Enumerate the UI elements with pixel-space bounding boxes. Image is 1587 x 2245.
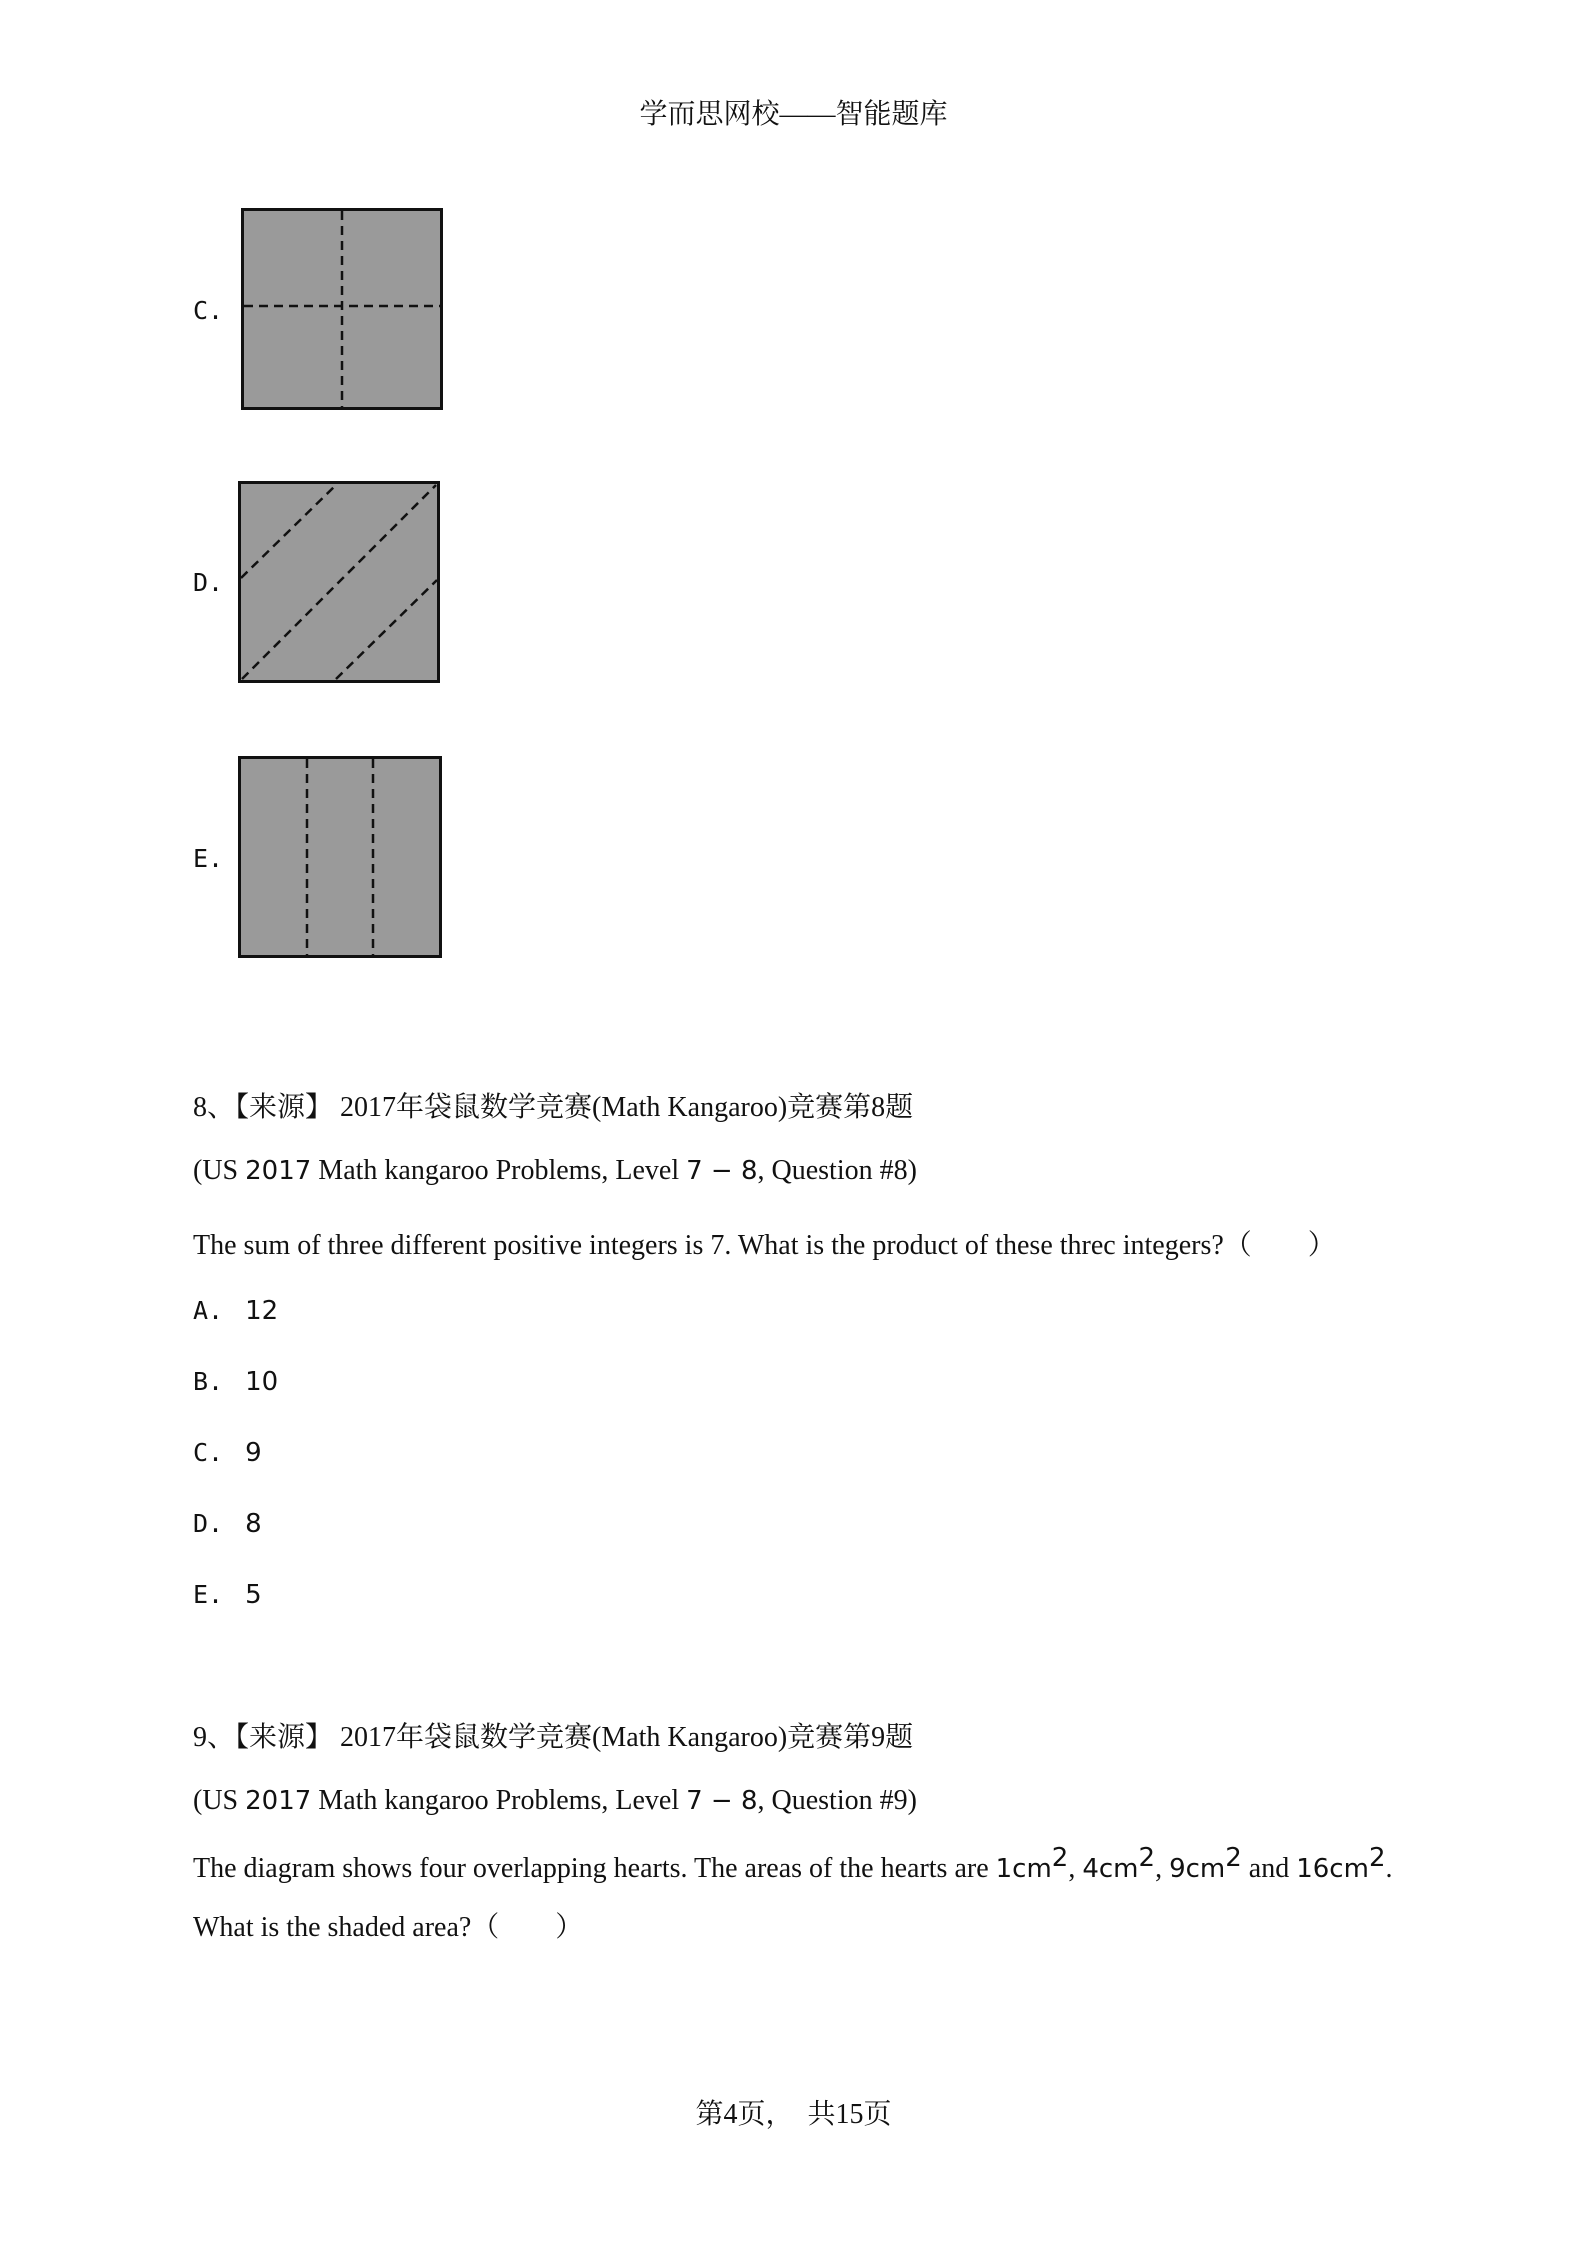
square-diagonal-fold-diagram [238,481,440,683]
q9-reference: (US 2017 Math kangaroo Problems, Level 7 − 8, Question #9) [193,1785,917,1816]
q8-option-a: A. 12 [193,1296,279,1326]
q8-option-b: B. 10 [193,1367,279,1397]
q8-title: 8、【来源】 2017年袋鼠数学竞赛(Math Kangaroo)竞赛第8题 [193,1092,914,1123]
option-d-figure [238,481,440,683]
page-footer: 第4页， 共15页 [695,2099,892,2130]
page-header: 学而思网校——智能题库 [639,99,948,130]
option-e-figure [238,756,442,958]
square-vertical-fold-diagram [238,756,442,958]
q8-option-e: E. 5 [193,1580,262,1610]
option-c-label: C. [193,296,224,325]
q9-question-text: The diagram shows four overlapping hearts. The areas of the hearts are $1cm^2$, $4cm^2$, $9cm^2$ and $16cm^2$. [193,1843,1393,1884]
option-c-figure [241,208,443,410]
q8-option-d: D. 8 [193,1509,262,1539]
option-d-label: D. [193,568,224,597]
option-e-label: E. [193,844,224,873]
square-cross-fold-diagram [241,208,443,410]
q9-title: 9、【来源】 2017年袋鼠数学竞赛(Math Kangaroo)竞赛第9题 [193,1722,914,1753]
q8-question-text: The sum of three different positive integers is 7. What is the product of these threc integers?（ ） [193,1230,1336,1261]
q8-option-c: C. 9 [193,1438,262,1468]
q8-reference: (US 2017 Math kangaroo Problems, Level 7 − 8, Question #8) [193,1155,917,1186]
q9-question-text-2: What is the shaded area?（ ） [193,1912,584,1943]
